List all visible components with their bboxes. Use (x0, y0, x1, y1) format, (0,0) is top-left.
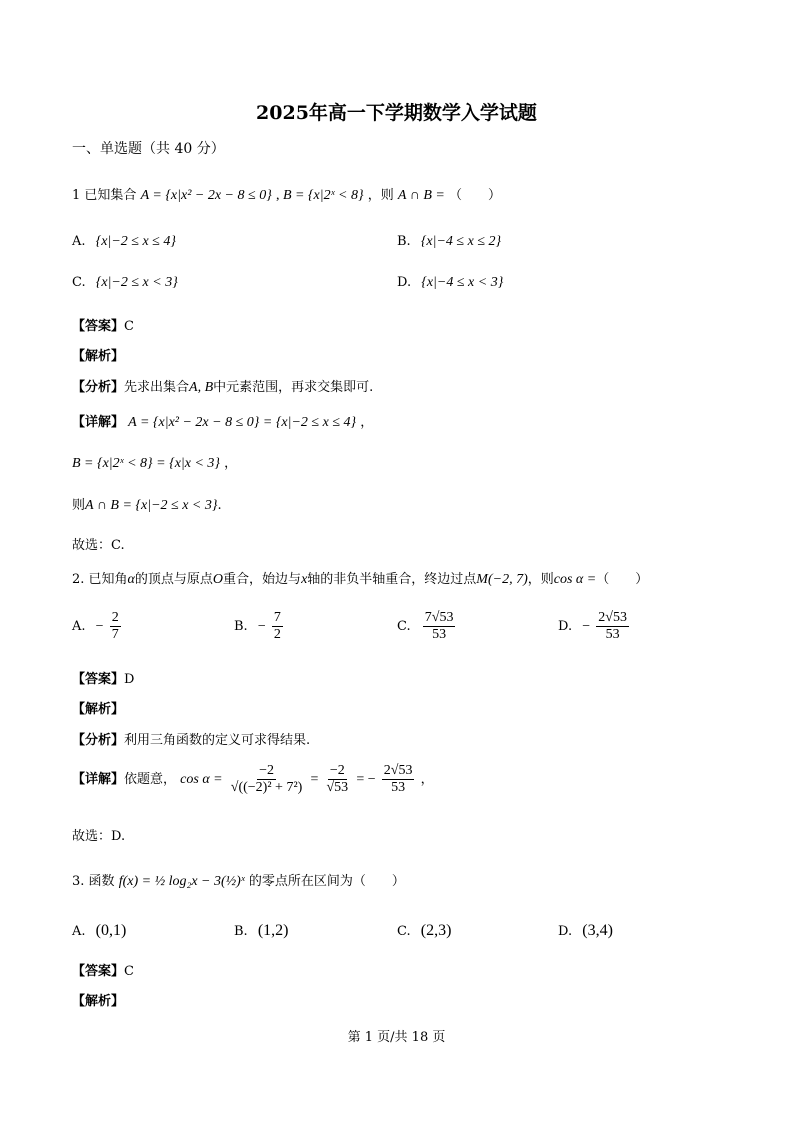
option-value: {x|−4 ≤ x ≤ 2} (420, 234, 502, 249)
analysis-text: 先求出集合 (124, 380, 190, 395)
option-fraction (272, 610, 283, 643)
equals-minus: = − (356, 772, 376, 788)
option-label: D. (558, 619, 573, 635)
answer-tag: 【答案】 (72, 672, 125, 687)
stem-text: 3. 函数 (72, 874, 115, 889)
option-label: A. (72, 619, 86, 635)
option-value: (1,2) (257, 922, 289, 939)
question-2-analysis (72, 729, 310, 748)
option-fraction (596, 610, 629, 643)
question-1-paren: （ ） (448, 188, 501, 203)
function-expr: f(x) = ½ log₂x − 3(½)ˣ (118, 874, 245, 889)
equals: = (310, 772, 319, 788)
question-1-conclusion: 故选：C. (72, 538, 125, 553)
question-2-option-c[interactable] (397, 610, 457, 643)
option-value: {x|−4 ≤ x < 3} (421, 275, 504, 290)
question-1-number: 1 (72, 188, 81, 203)
option-label: A. (72, 234, 86, 249)
analysis-tag: 【分析】 (72, 733, 125, 748)
option-label: C. (397, 924, 411, 939)
question-3-option-b[interactable] (234, 922, 288, 940)
question-2-answer (72, 668, 134, 687)
option-label: D. (558, 924, 573, 939)
analysis-text: 利用三角函数的定义可求得结果. (124, 733, 311, 748)
question-2-conclusion: 故选：D. (72, 829, 126, 844)
question-3-option-a[interactable] (72, 922, 126, 940)
detail-math: A = {x|x² − 2x − 8 ≤ 0} = {x|−2 ≤ x ≤ 4} (128, 415, 357, 430)
numerator: 2√53 (596, 610, 629, 627)
option-sign: − (257, 619, 266, 635)
numerator: −2 (328, 763, 347, 780)
detail-tag: 【详解】 (72, 772, 125, 788)
question-1-answer (72, 315, 134, 334)
stem-text-post: 的零点所在区间为（ ） (248, 874, 405, 889)
question-1-detail-line-1 (72, 411, 373, 431)
detail-fraction-2 (325, 763, 351, 796)
page-title: 2025年高一下学期数学入学试题 (256, 102, 537, 124)
question-1-detail-line-3 (72, 494, 222, 514)
stem-text: 轴的非负半轴重合，终边过点 (307, 572, 477, 587)
answer-tag: 【答案】 (72, 964, 125, 979)
answer-tag: 【答案】 (72, 319, 125, 334)
question-1-detail-line-2 (72, 452, 237, 472)
question-1-option-d[interactable] (397, 275, 503, 291)
question-1-analysis (72, 376, 373, 396)
x-symbol: x (301, 572, 308, 587)
question-1-stem-post: ，则 (367, 188, 394, 203)
question-1-option-c[interactable] (72, 275, 178, 291)
question-2-jiexi: 【解析】 (72, 702, 125, 717)
detail-text: 则 (72, 498, 86, 513)
question-1-stem-pre: 已知集合 (84, 188, 137, 203)
numerator: 2√53 (382, 763, 415, 780)
denominator: √((−2)² + 7²) (230, 780, 303, 796)
answer-value: D (124, 672, 135, 687)
option-label: C. (397, 619, 411, 635)
question-3-option-d[interactable] (558, 922, 613, 940)
question-1-stem: 1 已知集合 A = {x|x² − 2x − 8 ≤ 0} , B = {x|2ˣ < 8} ，则 A ∩ B = （ ） (72, 188, 501, 203)
option-value: (2,3) (420, 922, 452, 939)
detail-punct: ， (360, 415, 374, 430)
section-heading: 一、单选题（共 40 分） (72, 141, 225, 157)
denominator: 53 (605, 627, 620, 643)
question-1-set-a: A = {x|x² − 2x − 8 ≤ 0} (140, 188, 272, 203)
option-label: B. (397, 234, 411, 249)
question-2-option-d[interactable] (558, 610, 631, 643)
detail-math: A ∩ B = {x|−2 ≤ x < 3} (85, 498, 218, 513)
stem-text: 重合，始边与 (223, 572, 302, 587)
option-label: B. (234, 924, 248, 939)
question-1-option-a[interactable] (72, 234, 176, 250)
analysis-text-post: 中元素范围，再求交集即可. (213, 380, 374, 395)
paren: （ ） (596, 572, 649, 587)
question-1-option-b[interactable] (397, 234, 501, 250)
question-2-option-a[interactable] (72, 610, 123, 643)
question-2-option-b[interactable] (234, 610, 285, 643)
option-label: D. (397, 275, 412, 290)
numerator: 7√53 (423, 610, 456, 627)
detail-fraction-1 (229, 763, 305, 796)
question-3-answer (72, 960, 134, 979)
question-3-option-c[interactable] (397, 922, 451, 940)
option-label: B. (234, 619, 248, 635)
stem-text: 的顶点与原点 (134, 572, 213, 587)
option-sign: − (95, 619, 104, 635)
analysis-sets: A, B (189, 380, 214, 395)
option-sign: − (582, 619, 591, 635)
option-fraction (110, 610, 121, 643)
detail-punct: . (217, 498, 222, 513)
alpha-symbol: α (127, 572, 135, 587)
option-label: C. (72, 275, 86, 290)
analysis-tag: 【分析】 (72, 380, 125, 395)
option-label: A. (72, 924, 86, 939)
detail-fraction-3 (382, 763, 415, 796)
numerator: 7 (272, 610, 283, 627)
option-value: (0,1) (95, 922, 127, 939)
detail-lhs: cos α = (180, 772, 223, 788)
answer-value: C (124, 964, 134, 979)
denominator: √53 (326, 780, 349, 796)
question-3-jiexi: 【解析】 (72, 994, 125, 1009)
numerator: −2 (257, 763, 276, 780)
option-value: {x|−2 ≤ x < 3} (95, 275, 178, 290)
detail-punct: ， (420, 772, 434, 788)
stem-text: 2. 已知角 (72, 572, 128, 587)
denominator: 2 (273, 627, 281, 643)
option-fraction (423, 610, 456, 643)
question-1-expr: A ∩ B = (397, 188, 445, 203)
option-value: {x|−2 ≤ x ≤ 4} (95, 234, 176, 249)
page-footer: 第 1 页/共 18 页 (347, 1030, 446, 1045)
question-2-stem (72, 568, 648, 588)
question-2-detail (72, 763, 434, 796)
origin-symbol: O (212, 572, 224, 587)
point-m: M(−2, 7) (476, 572, 528, 587)
denominator: 53 (432, 627, 447, 643)
denominator: 53 (391, 780, 406, 796)
detail-tag: 【详解】 (72, 415, 125, 430)
option-value: (3,4) (582, 922, 613, 939)
cos-expr: cos α = (553, 572, 597, 587)
numerator: 2 (110, 610, 121, 627)
question-1-jiexi: 【解析】 (72, 349, 125, 364)
stem-text: ，则 (527, 572, 554, 587)
detail-math: B = {x|2ˣ < 8} = {x|x < 3} (72, 456, 221, 471)
detail-punct: ， (224, 456, 238, 471)
denominator: 7 (111, 627, 119, 643)
question-3-stem (72, 870, 405, 890)
detail-text: 依题意， (124, 772, 177, 788)
question-1-set-b: B = {x|2ˣ < 8} (282, 188, 364, 203)
answer-value: C (124, 319, 134, 334)
